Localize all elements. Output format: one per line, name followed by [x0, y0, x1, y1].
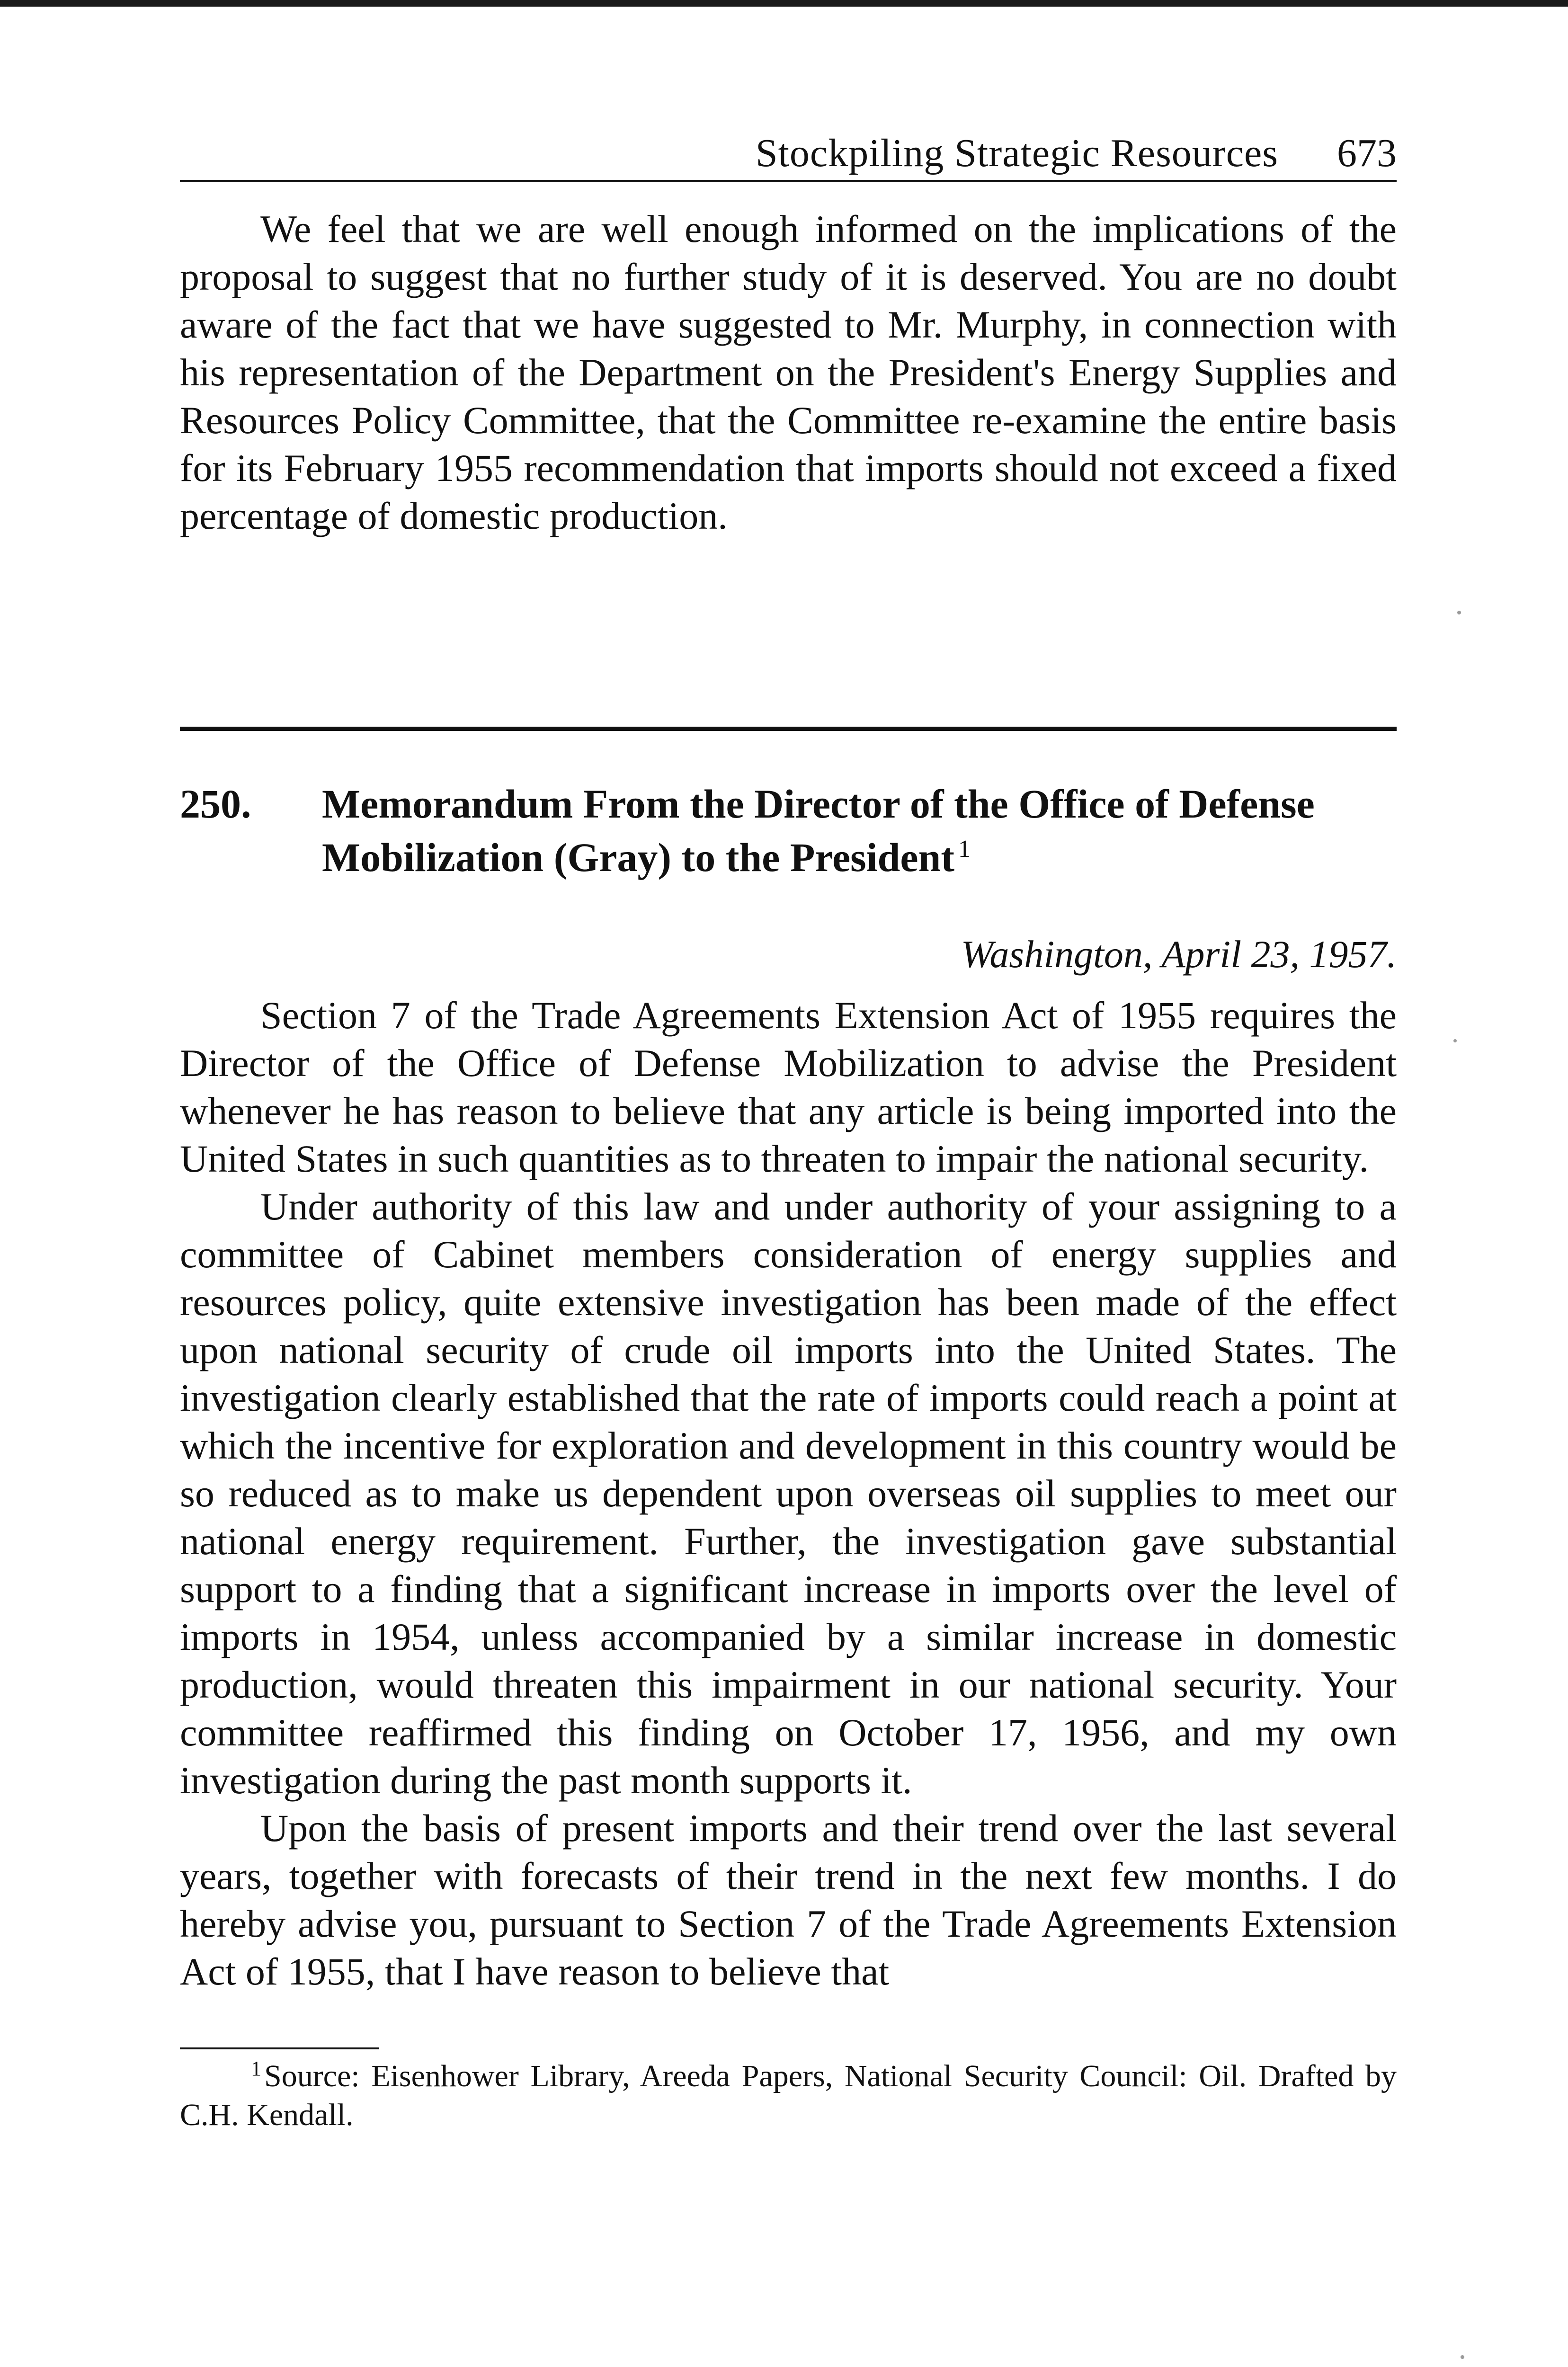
body-paragraph: Under authority of this law and under authority of your assigning to a committee of Cabinet members consideration of energy supplies and resources policy, quite extensive investigation has been made of the effect upon national security of crude oil imports into the United States. The investigation clearly established that the rate of imports could reach a point at which the incentive for exploration and development in this country would be so reduced as to make us dependent upon overseas oil supplies to meet our national energy requirement. Further, the investigation gave substantial support to a finding that a significant increase in imports over the level of imports in 1954, unless accompanied by a similar increase in domestic production, would threaten this impairment in our national security. Your committee reaffirmed this finding on October 17, 1956, and my own investigation during the past month supports it.	[180, 1185, 1397, 1802]
intro-paragraph: We feel that we are well enough informed on the implications of the proposal to suggest that no further study of it is deserved. You are no doubt aware of the fact that we have suggested to Mr. Murphy, in connection with his representation of the Department on the President's Energy Supplies and Resources Policy Committee, that the Committee re-examine the entire basis for its February 1955 recommendation that imports should not exceed a fixed percentage of domestic production.	[180, 207, 1397, 537]
book-page	[180, 123, 1397, 2135]
document-number: 250.	[180, 781, 251, 827]
running-head	[180, 123, 1397, 182]
scan-speck	[1461, 2355, 1464, 2359]
footnote-reference: 1	[958, 836, 971, 863]
scan-speck	[1453, 1039, 1457, 1042]
body-paragraph: Upon the basis of present imports and their trend over the last several years, together with forecasts of their trend in the next few months. I do hereby advise you, pursuant to Section 7 of the Trade Agreements Extension Act of 1955, that I have reason to believe that	[180, 1806, 1397, 1993]
scan-top-edge	[0, 0, 1568, 7]
memorandum-body	[180, 991, 1397, 1995]
running-head-title: Stockpiling Strategic Resources	[755, 131, 1278, 175]
section-divider	[180, 727, 1397, 731]
footnote-rule	[180, 2047, 379, 2049]
dateline: Washington, April 23, 1957.	[961, 933, 1397, 976]
body-paragraph: Section 7 of the Trade Agreements Extension Act of 1955 requires the Director of the Office of Defense Mobilization to advise the President whenever he has reason to believe that any article is being imported into the United States in such quantities as to threaten to impair the national security.	[180, 994, 1397, 1180]
page-number: 673	[1337, 131, 1397, 175]
document-title-block	[322, 777, 1397, 884]
document-title: Memorandum From the Director of the Office of Defense Mobilization (Gray) to the President	[322, 781, 1315, 880]
footnote-marker: 1	[251, 2057, 261, 2080]
footnote-text: Source: Eisenhower Library, Areeda Papers, National Security Council: Oil. Drafted by C.H. Kendall.	[180, 2059, 1397, 2132]
scan-speck	[1457, 611, 1461, 614]
footnote	[180, 2057, 1397, 2135]
document-heading	[180, 777, 1397, 884]
